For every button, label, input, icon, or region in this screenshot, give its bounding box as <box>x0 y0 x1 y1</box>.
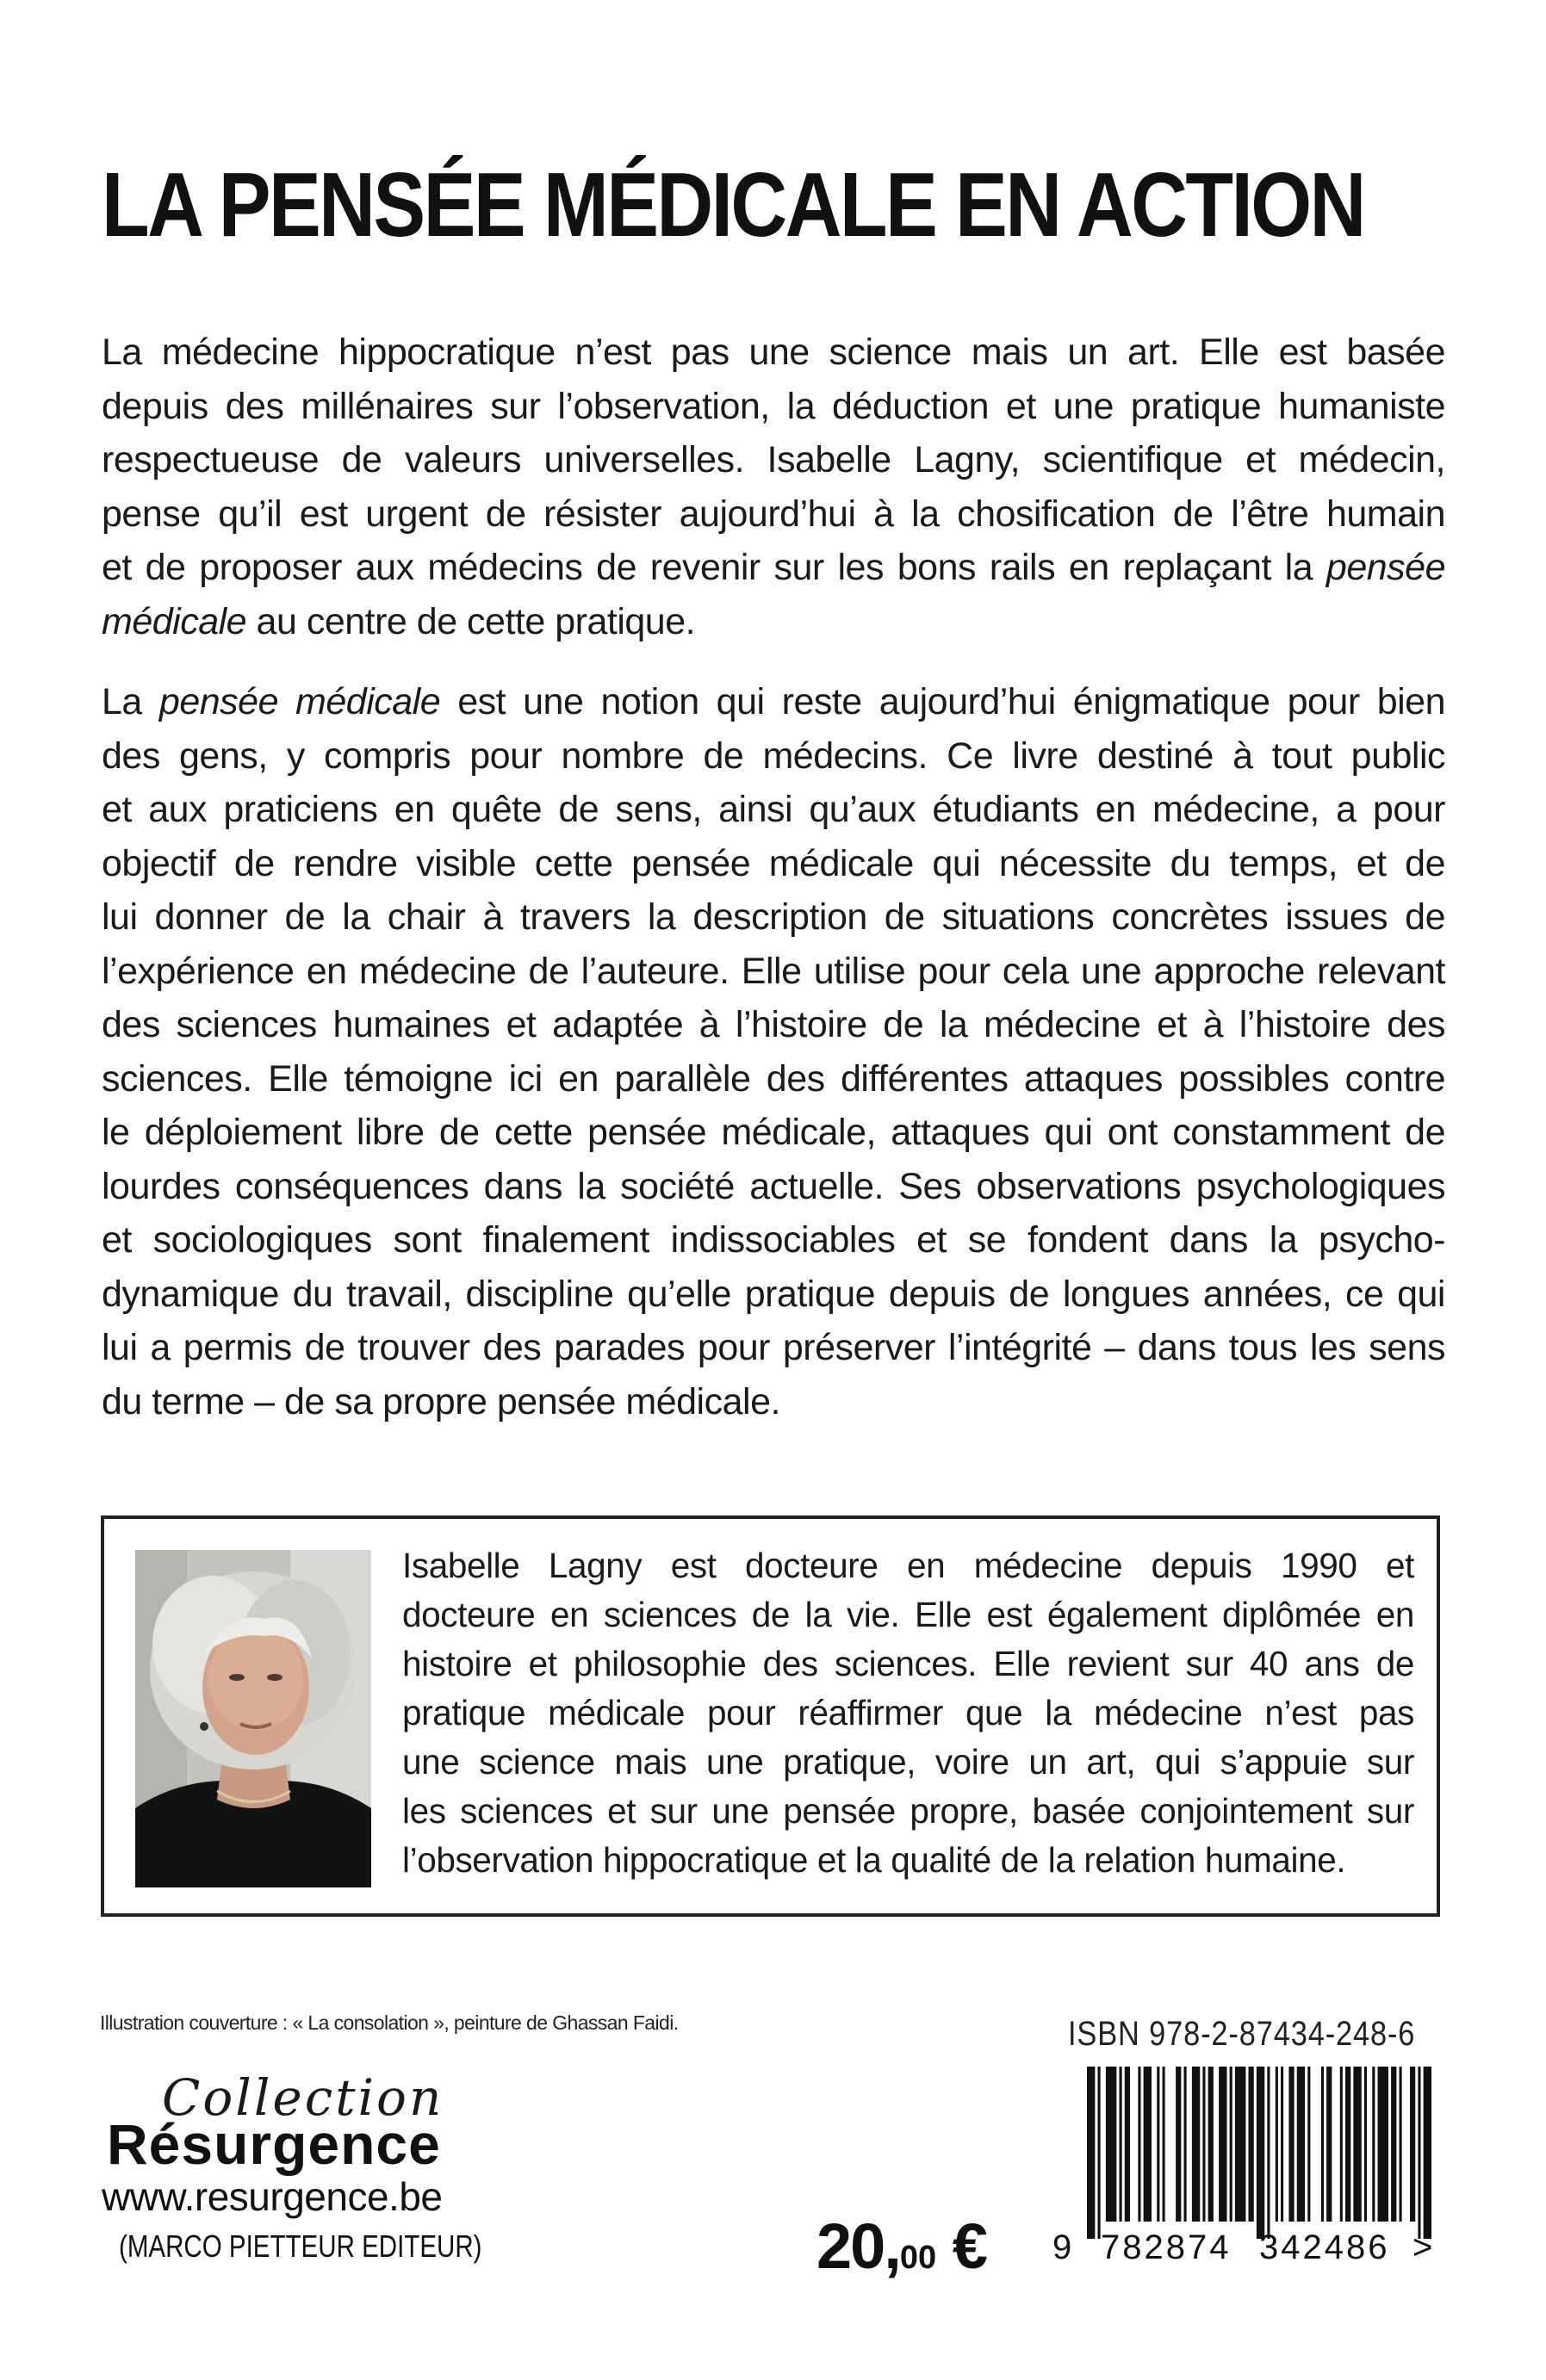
description-paragraph-1 <box>102 325 1445 648</box>
publisher-website: www.resurgence.be <box>102 2174 443 2219</box>
text-line: sciences. Elle témoigne ici en parallèle des différentes attaques possibles contre <box>102 1057 1445 1100</box>
barcode-bar <box>1345 2067 1350 2222</box>
barcode-digits-right: 342486 <box>1259 2228 1390 2266</box>
collection-logo <box>102 2068 498 2176</box>
text-line: lourdes conséquences dans la société actuelle. Ses observations psychologiques <box>102 1165 1445 1207</box>
barcode <box>1087 2067 1431 2239</box>
barcode-bar <box>1326 2067 1332 2222</box>
logo-script-text: Collection <box>162 2068 444 2127</box>
barcode-bar <box>1219 2067 1226 2222</box>
italic-term: pensée <box>1326 547 1445 588</box>
barcode-bar <box>1125 2067 1130 2222</box>
barcode-bar <box>1098 2067 1101 2239</box>
text-line: dynamique du travail, discipline qu’elle pratique depuis de longues années, ce qui <box>102 1273 1445 1315</box>
publisher-name: (MARCO PIETTEUR EDITEUR) <box>119 2228 482 2264</box>
text-line: lui a permis de trouver des parades pour préserver l’intégrité – dans tous les sens <box>102 1327 1445 1368</box>
barcode-bar <box>1144 2067 1152 2222</box>
text-line: respectueuse de valeurs universelles. Isabelle Lagny, scientifique et médecin, <box>102 439 1445 480</box>
barcode-bar <box>1202 2067 1205 2222</box>
text-line: lui donner de la chair à travers la description de situations concrètes issues de <box>102 896 1445 938</box>
italic-term: médicale <box>102 600 247 642</box>
barcode-bar <box>1378 2067 1389 2222</box>
text-line: l’expérience en médecine de l’auteure. Elle utilise pour cela une approche relevant <box>102 950 1445 992</box>
illustration-credit: Illustration couverture : « La consolation », peinture de Ghassan Faidi. <box>100 2011 679 2034</box>
barcode-bar <box>1163 2067 1165 2222</box>
barcode-digits-left: 782874 <box>1101 2228 1232 2266</box>
logo-main-text: Résurgence <box>107 2112 441 2176</box>
barcode-bar <box>1184 2067 1187 2222</box>
barcode-bar <box>1106 2067 1117 2222</box>
barcode-bar <box>1267 2067 1270 2239</box>
text-line: des sciences humaines et adaptée à l’histoire de la médecine et à l’histoire des <box>102 1004 1445 1045</box>
barcode-bar <box>1424 2067 1431 2239</box>
barcode-tail-mark: > <box>1413 2228 1436 2266</box>
barcode-bar <box>1410 2067 1415 2222</box>
text-line: pense qu’il est urgent de résister aujourd’hui à la chosification de l’être humain <box>102 493 1445 535</box>
barcode-bar <box>1276 2067 1278 2222</box>
barcode-bar <box>1249 2067 1254 2222</box>
barcode-bar <box>1307 2067 1310 2222</box>
barcode-bar <box>1230 2067 1232 2222</box>
barcode-bar <box>1353 2067 1361 2222</box>
description-paragraph-2 <box>102 675 1445 1429</box>
barcode-bar <box>1372 2067 1375 2222</box>
barcode-bar <box>1138 2067 1140 2222</box>
bio-line: Isabelle Lagny est docteure en médecine depuis 1990 et <box>402 1546 1414 1585</box>
price: 20,00 € <box>816 2210 986 2282</box>
text-line: La médecine hippocratique n’est pas une science mais un art. Elle est basée <box>102 332 1445 373</box>
text-line: et aux praticiens en quête de sens, ainsi qu’aux étudiants en médecine, a pour <box>102 789 1445 830</box>
barcode-bar <box>1087 2067 1095 2239</box>
bio-line: les sciences et sur une pensée propre, basée conjointement sur <box>402 1791 1414 1831</box>
text-line: depuis des millénaires sur l’observation, la déduction et une pratique humaniste <box>102 385 1445 427</box>
barcode-bar <box>1281 2067 1283 2222</box>
author-photo <box>135 1550 371 1887</box>
isbn-label: ISBN 978-2-87434-248-6 <box>1068 2015 1416 2053</box>
barcode-bar <box>1208 2067 1214 2222</box>
text-line: et de proposer aux médecins de revenir sur les bons rails en replaçant la pensée <box>102 547 1445 588</box>
barcode-bar <box>1340 2067 1343 2222</box>
italic-term: pensée médicale <box>158 681 441 722</box>
book-title: LA PENSÉE MÉDICALE EN ACTION <box>102 154 1364 256</box>
barcode-bar <box>1192 2067 1200 2222</box>
barcode-bar <box>1321 2067 1324 2222</box>
barcode-bar <box>1297 2067 1305 2222</box>
barcode-bar <box>1391 2067 1396 2222</box>
text-line: objectif de rendre visible cette pensée médicale qui nécessite du temps, et de <box>102 842 1445 884</box>
bio-line: l’observation hippocratique et la qualité de la relation humaine. <box>402 1840 1346 1880</box>
text-line: du terme – de sa propre pensée médicale. <box>102 1380 780 1422</box>
barcode-bar <box>1235 2067 1246 2222</box>
barcode-bar <box>1120 2067 1122 2222</box>
bio-line: une science mais une pratique, voire un art, qui s’appuie sur <box>402 1742 1414 1782</box>
barcode-bar <box>1176 2067 1181 2222</box>
barcode-bar <box>1364 2067 1367 2222</box>
text-line: La pensée médicale est une notion qui reste aujourd’hui énigmatique pour bien <box>102 681 1446 722</box>
barcode-bar <box>1418 2067 1420 2239</box>
bio-line: histoire et philosophie des sciences. Elle revient sur 40 ans de <box>402 1644 1414 1683</box>
barcode-bar <box>1288 2067 1294 2222</box>
text-line: médicale au centre de cette pratique. <box>102 600 696 642</box>
barcode-bar <box>1157 2067 1159 2222</box>
barcode-bar <box>1400 2067 1402 2222</box>
text-line: des gens, y compris pour nombre de médecins. Ce livre destiné à tout public <box>102 734 1445 777</box>
barcode-lead-digit: 9 <box>1052 2228 1075 2266</box>
text-line: le déploiement libre de cette pensée médicale, attaques qui ont constamment de <box>102 1112 1445 1153</box>
barcode-bar <box>1257 2067 1264 2239</box>
text-line: et sociologiques sont finalement indissociables et se fondent dans la psycho- <box>102 1219 1445 1261</box>
author-bio <box>402 1541 1414 1885</box>
author-bio-box <box>101 1515 1440 1917</box>
bio-line: pratique médicale pour réaffirmer que la médecine n’est pas <box>402 1693 1414 1732</box>
bio-line: docteure en sciences de la vie. Elle est également diplômée en <box>402 1595 1414 1634</box>
